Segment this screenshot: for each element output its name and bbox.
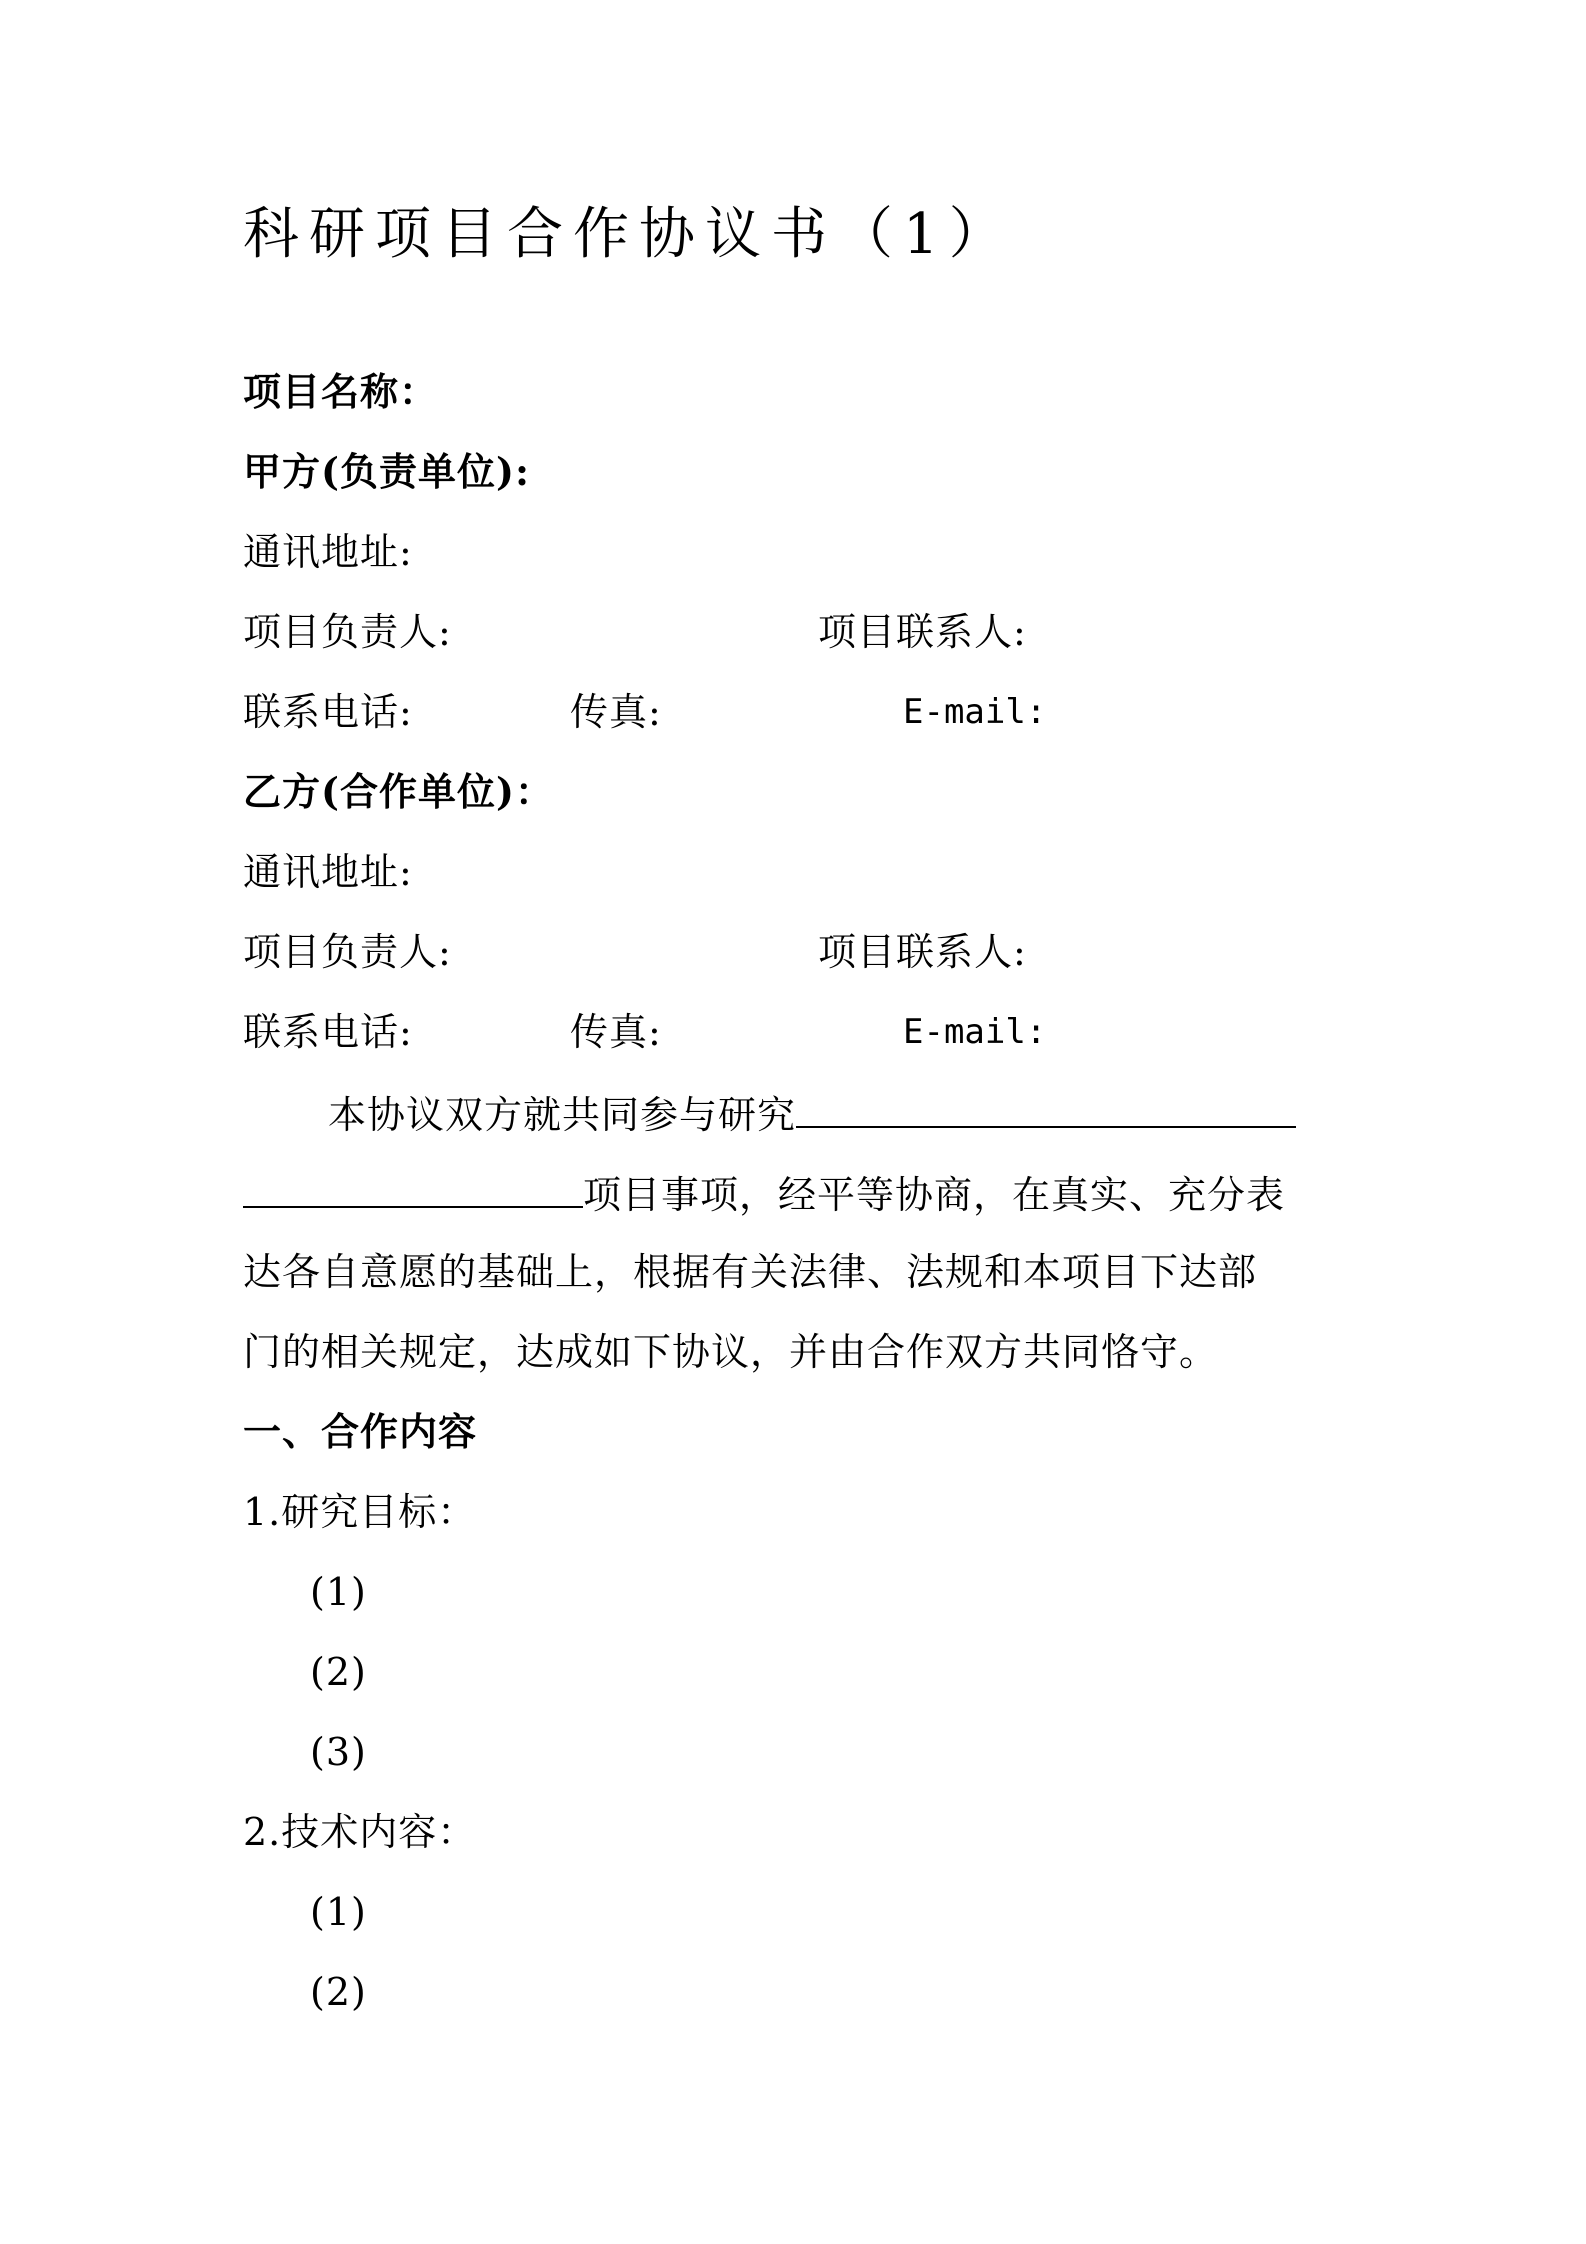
party-b-header: 乙方(合作单位)： — [243, 769, 554, 814]
preamble-prefix: 本协议双方就共同参与研究 — [328, 1093, 797, 1137]
research-goals-label: 1.研究目标： — [243, 1490, 477, 1534]
research-topic-blank — [796, 1082, 1296, 1128]
party-a-fax-label: 传真: — [570, 690, 662, 734]
party-a-phone-row — [243, 682, 1343, 742]
party-b-fax-label: 传真: — [570, 1010, 662, 1054]
preamble-line-2 — [243, 1162, 1285, 1222]
document-title: 科研项目合作协议书（1） — [243, 202, 1015, 267]
preamble-line-2-text: 项目事项，经平等协商，在真实、充分表 — [583, 1173, 1286, 1217]
party-a-phone-label: 联系电话: — [243, 690, 413, 734]
party-b-phone-row — [243, 1002, 1343, 1062]
party-b-leader-row — [243, 922, 1143, 982]
preamble-line-3: 达各自意愿的基础上，根据有关法律、法规和本项目下达部 — [243, 1250, 1258, 1294]
party-b-contact-label: 项目联系人: — [818, 930, 1027, 974]
party-a-email-label: E-mail: — [903, 692, 1047, 732]
goal-item-1: (1) — [310, 1570, 367, 1614]
party-b-email-label: E-mail: — [903, 1012, 1047, 1052]
party-b-address-label: 通讯地址: — [243, 850, 413, 894]
party-a-leader-label: 项目负责人: — [243, 610, 452, 654]
section-1-heading: 一、合作内容 — [243, 1409, 478, 1454]
preamble-line-1 — [328, 1082, 1296, 1142]
research-topic-blank-cont — [243, 1162, 583, 1208]
party-b-leader-label: 项目负责人: — [243, 930, 452, 974]
party-a-leader-row — [243, 602, 1143, 662]
preamble-line-4: 门的相关规定，达成如下协议，并由合作双方共同恪守。 — [243, 1330, 1219, 1374]
project-name-label: 项目名称： — [243, 369, 439, 414]
tech-item-1: (1) — [310, 1890, 367, 1934]
party-a-contact-label: 项目联系人: — [818, 610, 1027, 654]
party-a-header: 甲方(负责单位): — [243, 449, 530, 494]
tech-content-label: 2.技术内容： — [243, 1810, 477, 1854]
goal-item-3: (3) — [310, 1730, 367, 1774]
party-b-phone-label: 联系电话: — [243, 1010, 413, 1054]
goal-item-2: (2) — [310, 1650, 367, 1694]
party-a-address-label: 通讯地址: — [243, 530, 413, 574]
tech-item-2: (2) — [310, 1970, 367, 2014]
